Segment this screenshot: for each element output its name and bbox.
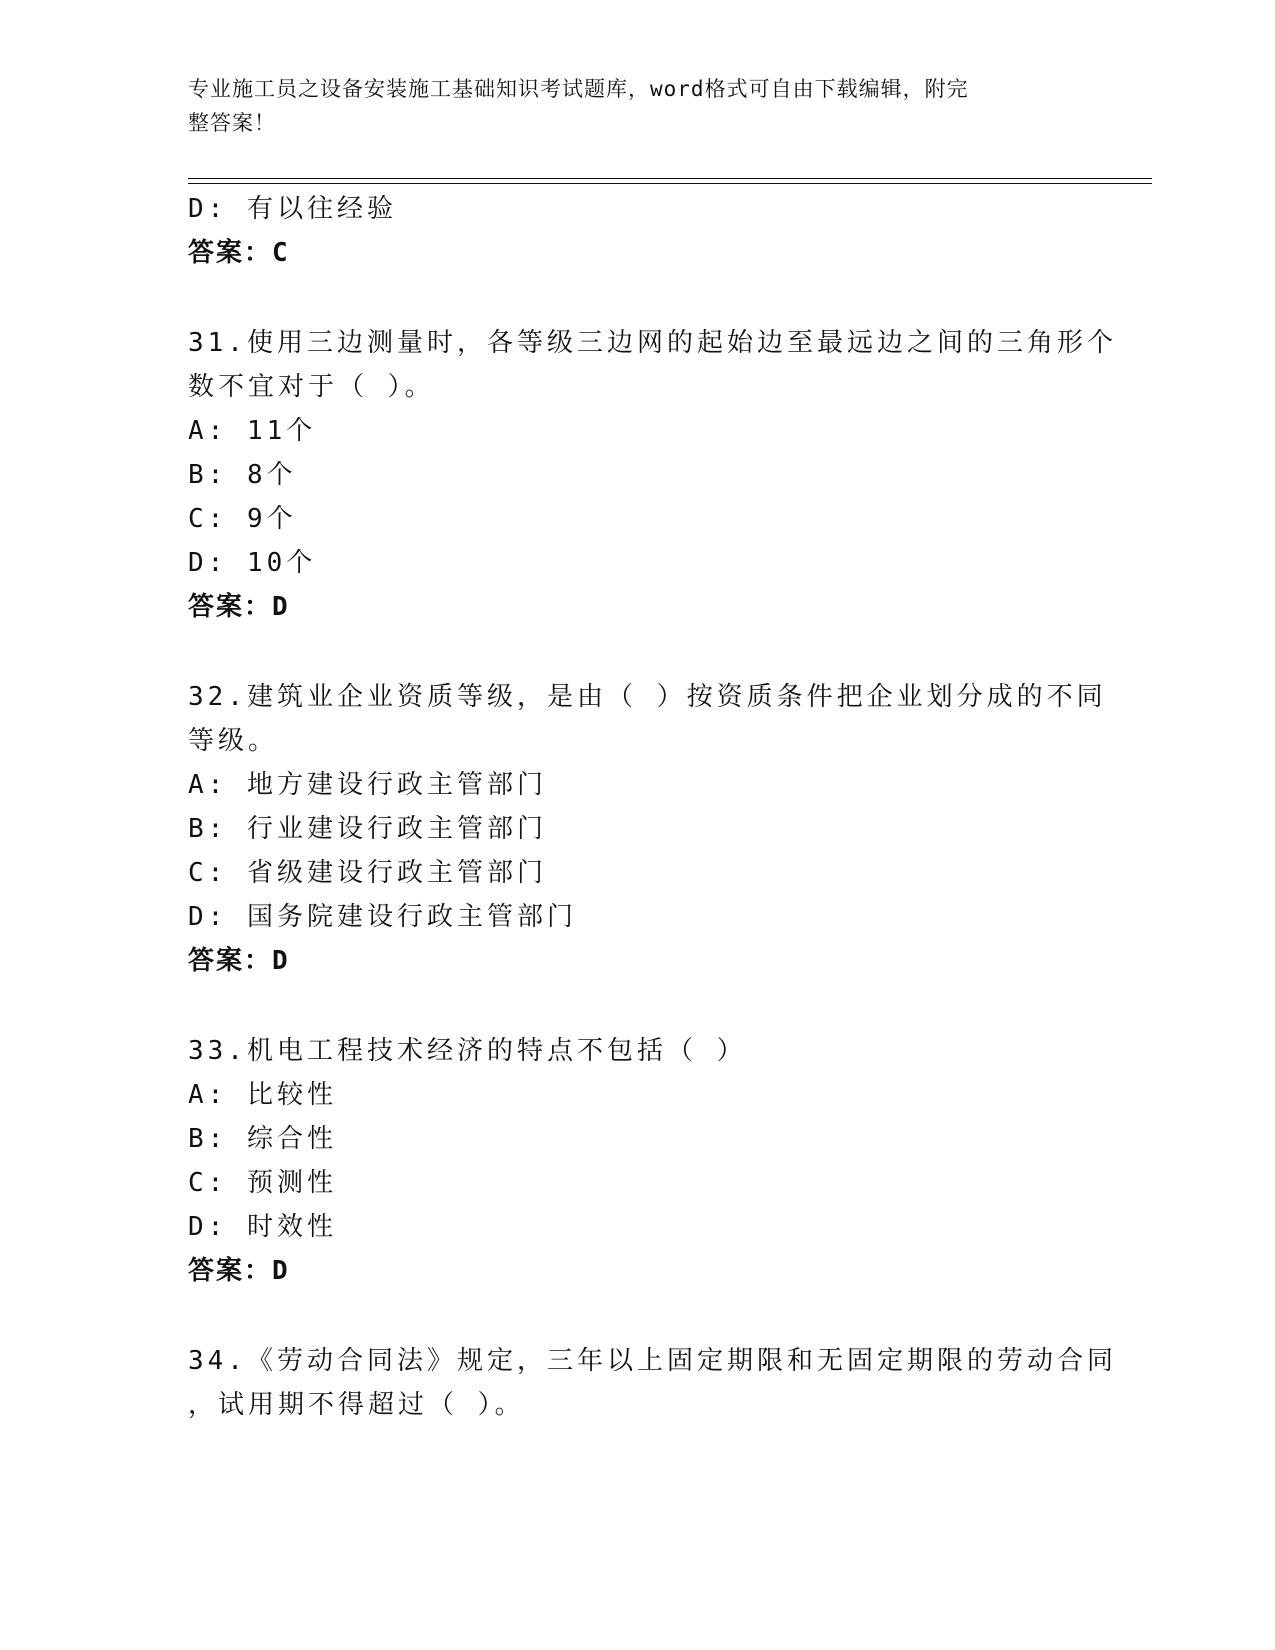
question-text: ，试用期不得超过（ ）。: [188, 1390, 525, 1420]
question-text: 数不宜对于（ ）。: [188, 372, 435, 402]
option-b: B: 行业建设行政主管部门: [188, 814, 547, 844]
option-c: C: 9个: [188, 504, 297, 534]
option-c: C: 预测性: [188, 1168, 337, 1198]
header-line-1: 专业施工员之设备安装施工基础知识考试题库，word格式可自由下载编辑，附完: [188, 77, 969, 101]
option-c: C: 省级建设行政主管部门: [188, 858, 547, 888]
option-b: B: 综合性: [188, 1124, 337, 1154]
option-b: B: 8个: [188, 460, 297, 490]
document-header: [188, 72, 1068, 140]
header-divider-top: [188, 178, 1152, 179]
question-text: 33.机电工程技术经济的特点不包括（ ）: [188, 1036, 747, 1066]
header-line-2: 整答案！: [188, 111, 276, 135]
answer-line: 答案：D: [188, 592, 290, 622]
option-d: D: 国务院建设行政主管部门: [188, 902, 577, 932]
question-text: 31.使用三边测量时，各等级三边网的起始边至最远边之间的三角形个: [188, 328, 1117, 358]
header-divider-bottom: [188, 183, 1152, 184]
option-d: D: 有以往经验: [188, 194, 397, 224]
question-text: 34.《劳动合同法》规定，三年以上固定期限和无固定期限的劳动合同: [188, 1346, 1117, 1376]
answer-line: 答案：C: [188, 238, 290, 268]
option-d: D: 10个: [188, 548, 317, 578]
option-a: A: 比较性: [188, 1080, 337, 1110]
option-d: D: 时效性: [188, 1212, 337, 1242]
option-a: A: 地方建设行政主管部门: [188, 770, 547, 800]
question-text: 等级。: [188, 726, 279, 756]
answer-line: 答案：D: [188, 1256, 290, 1286]
question-text: 32.建筑业企业资质等级，是由（ ）按资质条件把企业划分成的不同: [188, 682, 1107, 712]
answer-line: 答案：D: [188, 946, 290, 976]
option-a: A: 11个: [188, 416, 317, 446]
